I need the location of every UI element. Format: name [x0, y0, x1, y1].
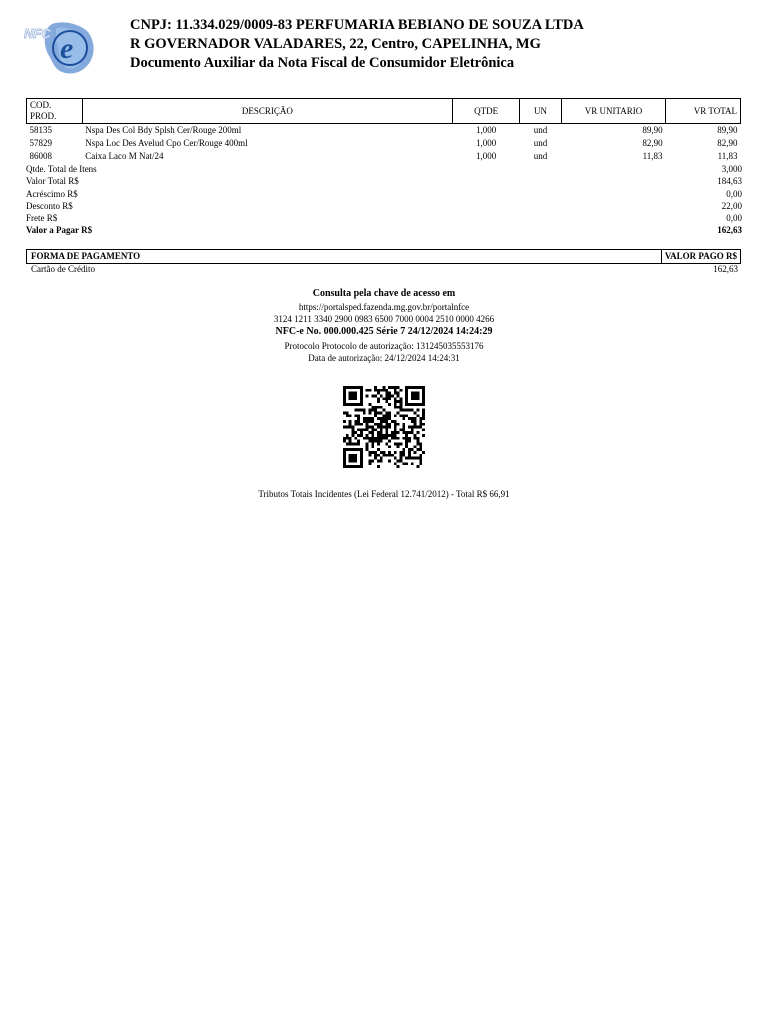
total-row-frete: [26, 212, 742, 224]
total-value: 184,63: [717, 176, 742, 187]
item-desc: Nspa Des Col Bdy Splsh Cer/Rouge 200ml: [85, 125, 242, 135]
col-cod-prod: COD. PROD.: [27, 99, 83, 124]
col-vr-total: VR TOTAL: [666, 99, 741, 124]
tributos-line: Tributos Totais Incidentes (Lei Federal 12.741/2012) - Total R$ 66,91: [258, 489, 510, 499]
total-label: Acréscimo R$: [26, 188, 78, 199]
item-cod: 58135: [29, 125, 52, 135]
total-value: 0,00: [726, 188, 742, 199]
total-row-acrescimo: [26, 188, 742, 200]
item-vr-total: 89,90: [717, 125, 738, 135]
consulta-url[interactable]: https://portalsped.fazenda.mg.gov.br/portalnfce: [298, 302, 470, 312]
svg-text:NFC: NFC: [24, 26, 51, 41]
payment-amount: 162,63: [713, 264, 738, 274]
issuer-address: R GOVERNADOR VALADARES, 22, Centro, CAPELINHA, MG: [130, 36, 541, 52]
items-table: [26, 98, 741, 163]
item-qtde: 1,000: [475, 138, 497, 148]
protocol-line: Protocolo Protocolo de autorização: 131245035553176: [284, 341, 484, 351]
table-row: [27, 124, 741, 138]
total-value: 22,00: [721, 200, 742, 211]
payment-method: Cartão de Crédito: [31, 264, 95, 274]
document-title: Documento Auxiliar da Nota Fiscal de Consumidor Eletrônica: [130, 55, 515, 71]
item-vr-total: 82,90: [717, 138, 738, 148]
nfce-number-line: NFC-e No. 000.000.425 Série 7 24/12/2024 14:24:29: [275, 326, 493, 337]
total-row-valor-total: [26, 175, 742, 187]
item-vr-unit: 11,83: [642, 151, 663, 161]
nfce-logo-icon: [22, 18, 100, 78]
col-vr-unitario: VR UNITARIO: [561, 99, 665, 124]
issuer-header: [130, 16, 584, 73]
table-row: [27, 137, 741, 150]
totals-section: [26, 163, 742, 237]
payment-row: [26, 263, 738, 275]
item-desc: Caixa Laco M Nat/24: [85, 151, 164, 161]
item-qtde: 1,000: [475, 125, 497, 135]
col-un: UN: [520, 99, 562, 124]
item-vr-unit: 82,90: [642, 138, 663, 148]
total-row-qtde: [26, 163, 742, 175]
payment-amount-header: VALOR PAGO R$: [661, 250, 740, 263]
col-qtde: QTDE: [453, 99, 520, 124]
item-cod: 57829: [29, 138, 52, 148]
item-un: und: [533, 151, 548, 161]
item-un: und: [533, 138, 548, 148]
items-table-header: [27, 99, 741, 124]
total-row-desconto: [26, 200, 742, 212]
total-label: Qtde. Total de Itens: [26, 164, 97, 174]
payment-method-header: FORMA DE PAGAMENTO: [31, 251, 141, 261]
total-label: Valor a Pagar R$: [26, 225, 93, 236]
issuer-cnpj-name: CNPJ: 11.334.029/0009-83 PERFUMARIA BEBIANO DE SOUZA LTDA: [130, 17, 584, 33]
item-un: und: [533, 125, 548, 135]
item-desc: Nspa Loc Des Avelud Cpo Cer/Rouge 400ml: [85, 138, 248, 148]
svg-text:e: e: [60, 32, 74, 65]
qr-code-icon: [340, 386, 428, 468]
item-vr-total: 11,83: [717, 151, 738, 161]
item-qtde: 1,000: [475, 151, 497, 161]
total-label: Valor Total R$: [26, 176, 79, 187]
payment-header: [26, 249, 741, 264]
total-label: Frete R$: [26, 213, 58, 224]
table-row: [27, 150, 741, 163]
total-value: 0,00: [726, 213, 742, 224]
total-value: 162,63: [717, 225, 742, 236]
item-vr-unit: 89,90: [642, 125, 663, 135]
auth-date-line: Data de autorização: 24/12/2024 14:24:31: [308, 353, 460, 363]
access-key: 3124 1211 3340 2900 0983 6500 7000 0004 2510 0000 4266: [273, 314, 495, 324]
consulta-title: Consulta pela chave de acesso em: [312, 288, 456, 299]
total-row-valor-a-pagar: [26, 224, 742, 236]
col-descricao: DESCRIÇÃO: [82, 99, 452, 124]
item-cod: 86008: [29, 151, 52, 161]
total-value: 3,000: [721, 164, 742, 174]
total-label: Desconto R$: [26, 200, 73, 211]
